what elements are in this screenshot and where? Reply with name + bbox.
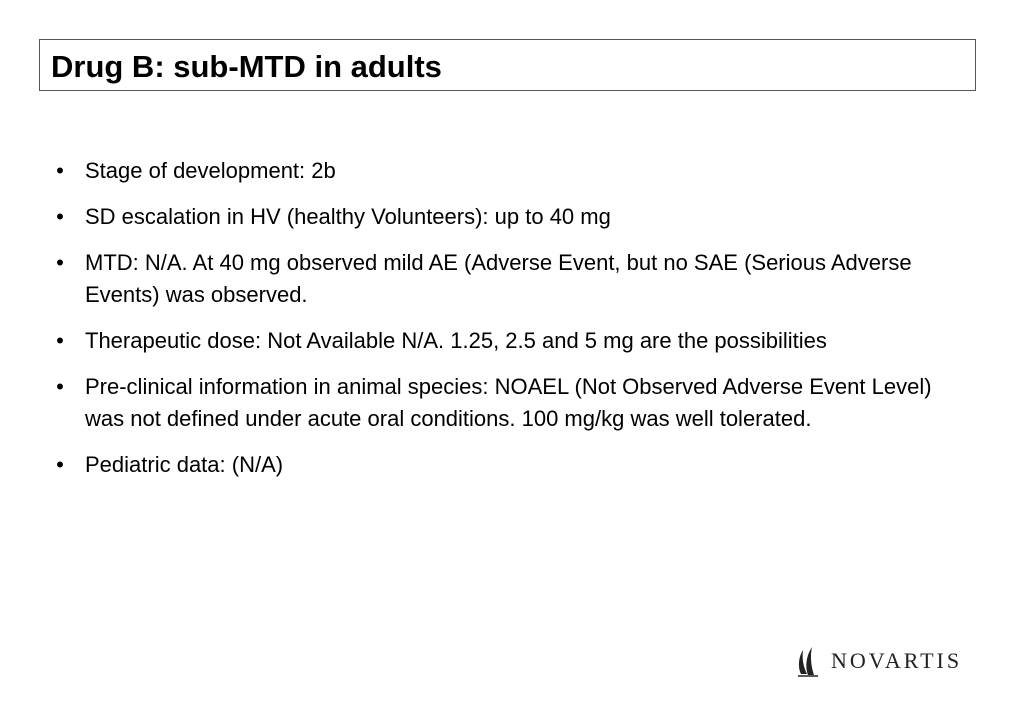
novartis-flame-icon <box>795 644 821 678</box>
bullet-icon: • <box>56 374 64 399</box>
bullet-text: Pediatric data: (N/A) <box>85 452 284 477</box>
bullet-item-preclinical <box>53 371 953 435</box>
slide-title: Drug B: sub-MTD in adults <box>51 49 442 84</box>
bullet-item-sd-escalation <box>53 201 953 233</box>
novartis-logo-text: NOVARTIS <box>831 648 963 673</box>
novartis-logo <box>795 642 980 680</box>
bullet-list <box>53 155 953 495</box>
bullet-icon: • <box>56 204 64 229</box>
bullet-item-pediatric <box>53 449 953 481</box>
bullet-text: SD escalation in HV (healthy Volunteers): up to 40 mg <box>85 204 611 229</box>
bullet-icon: • <box>56 452 64 477</box>
bullet-text: MTD: N/A. At 40 mg observed mild AE (Adverse Event, but no SAE (Serious Adverse Events) was observed. <box>85 250 912 307</box>
bullet-text: Stage of development: 2b <box>85 158 336 183</box>
slide-title-box <box>39 39 976 91</box>
bullet-item-stage <box>53 155 953 187</box>
bullet-item-mtd <box>53 247 953 311</box>
bullet-text: Therapeutic dose: Not Available N/A. 1.25, 2.5 and 5 mg are the possibilities <box>85 328 827 353</box>
bullet-item-therapeutic-dose <box>53 325 953 357</box>
bullet-icon: • <box>56 158 64 183</box>
bullet-text: Pre-clinical information in animal species: NOAEL (Not Observed Adverse Event Level) was not defined under acute oral conditions. 100 mg/kg was well tolerated. <box>85 374 932 431</box>
bullet-icon: • <box>56 328 64 353</box>
bullet-icon: • <box>56 250 64 275</box>
